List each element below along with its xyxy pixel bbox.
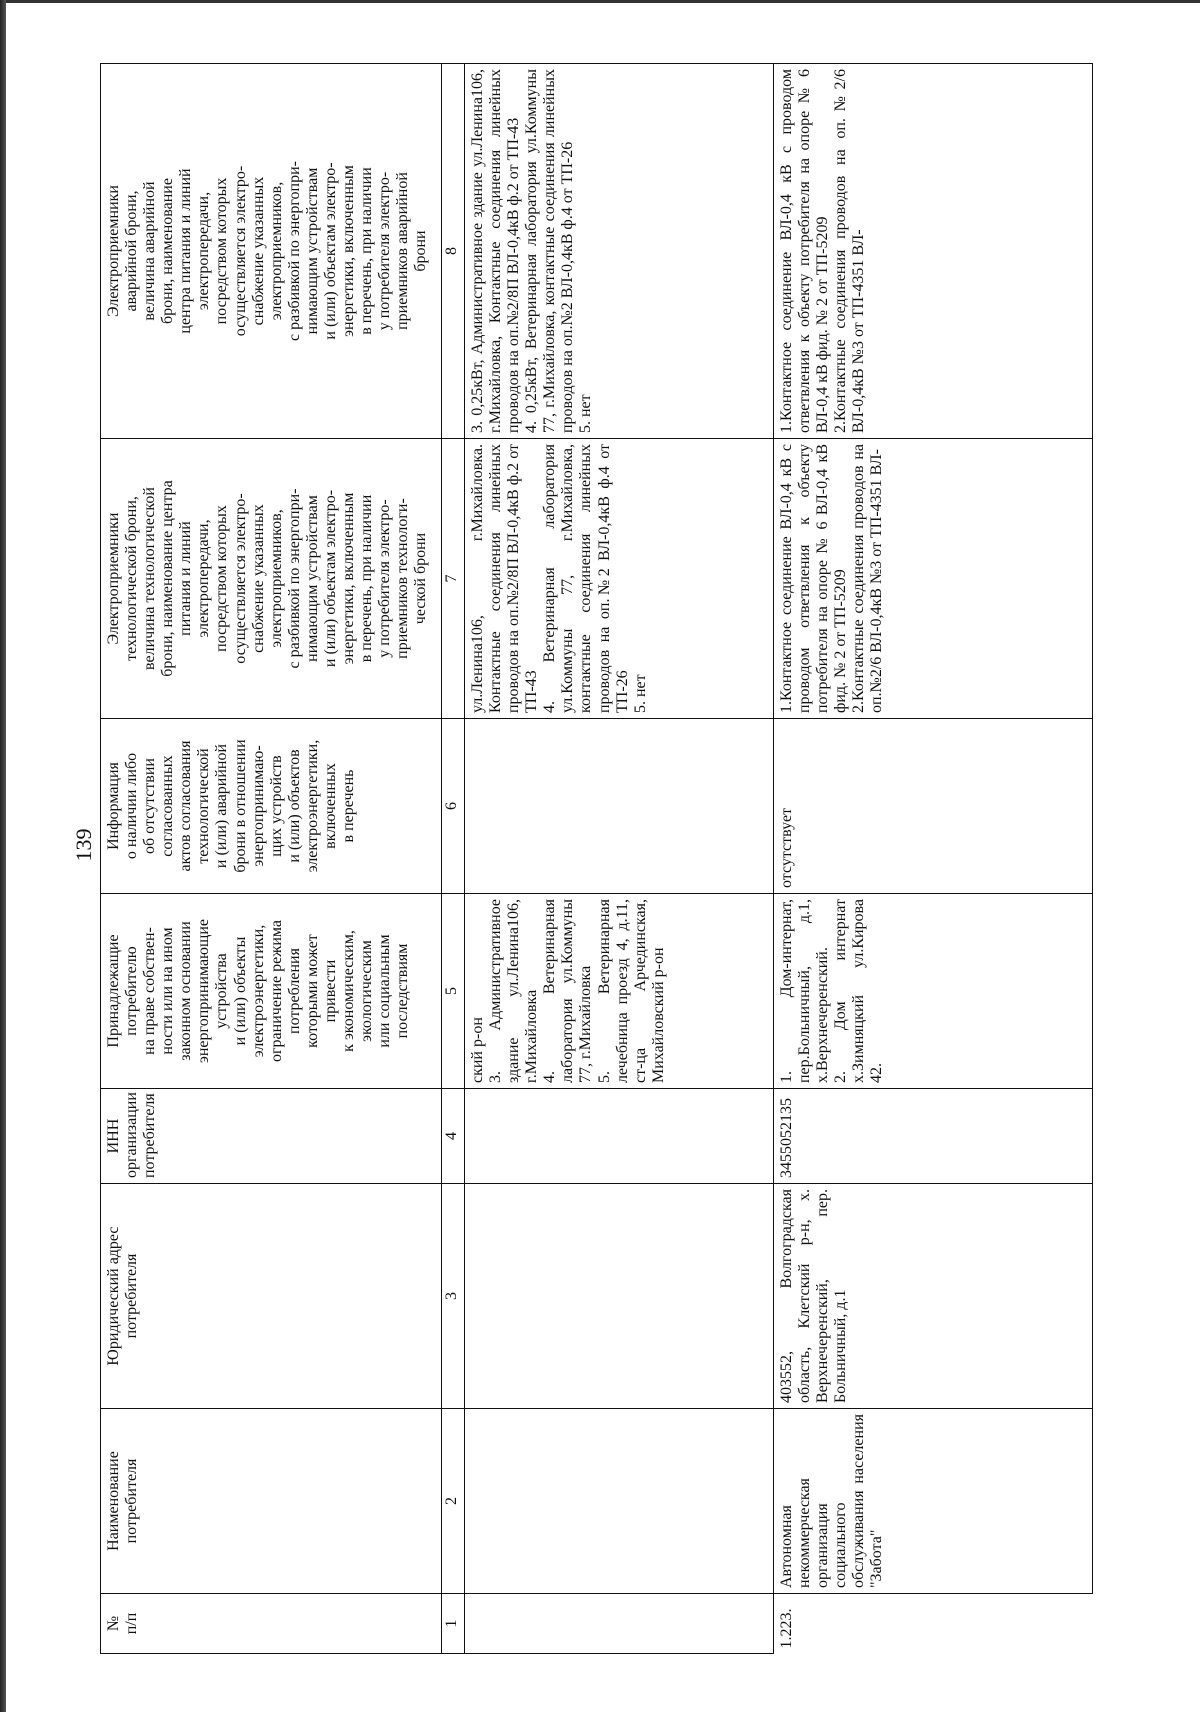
cell-inn: [465, 1089, 774, 1184]
col-header-devices: Принадлежащие потребителю на праве собствен- ности или на ином законном основании энергопринимающие устройства и (или) объекты электроэнергетики, ограничение режима потребления которыми может привести к экономическим, экологическим или социальным последствиям: [101, 894, 442, 1089]
cell-inn: 3455052135: [774, 1089, 1093, 1184]
column-number-row: [442, 64, 465, 1654]
col-number: 7: [442, 439, 465, 719]
col-number: 5: [442, 894, 465, 1089]
col-number: 4: [442, 1089, 465, 1184]
cell-address: [465, 1184, 774, 1409]
col-header-address: Юридический адрес потребителя: [101, 1184, 442, 1409]
cell-name: Автономная некоммерческая организация социального обслуживания населения "Забота": [774, 1409, 1093, 1594]
scan-left-edge: [0, 0, 6, 1712]
header-row: [101, 64, 442, 1654]
cell-devices: ский р-он 3. Административное здание ул.Ленина106, г.Михайловка 4. Ветеринарная лаборатория ул.Коммуны 77, г.Михайловка 5. Ветеринарная лечебница проезд 4, д.11, ст-ца Арчединская, Михайловский р-он: [465, 894, 774, 1089]
col-number: 2: [442, 1409, 465, 1594]
page-number: 139: [71, 828, 96, 862]
col-header-name: Наименование потребителя: [101, 1409, 442, 1594]
cell-agreements: [465, 719, 774, 894]
col-header-tech-reserve: Электроприемники технологической брони, величина технологической брони, наименование центра питания и линий электропередачи, посредством которых осуществляется электро- снабжение указанных электроприемников, с разбивкой по энергопри- нимающим устройствам и (или) объектам электро- энергетики, включенным в перечень, при наличии у потребителя электро- приемников технологи- ческой брони: [101, 439, 442, 719]
col-number: 8: [442, 64, 465, 439]
col-number: 6: [442, 719, 465, 894]
cell-name: [465, 1409, 774, 1594]
table-frame: [100, 64, 1140, 1654]
cell-agreements: отсутствует: [774, 719, 1093, 894]
cell-num: 1.223.: [774, 1594, 1093, 1654]
col-number: 3: [442, 1184, 465, 1409]
col-header-emergency-reserve: Электроприемники аварийной брони, величина аварийной брони, наименование центра питания и линий электропередачи, посредством которых осуществляется электро- снабжение указанных электроприемников, с разбивкой по энергопри- нимающим устройствам и (или) объектам электро- энергетики, включенным в перечень, при наличии у потребителя электро- приемников аварийной брони: [101, 64, 442, 439]
table-row: [774, 64, 1093, 1654]
cell-devices: 1. Дом-интернат, пер.Больничный, д.1, х.Верхнечеренский. 2. Дом интернат х.Зимняцкий ул.Кирова 42.: [774, 894, 1093, 1089]
cell-num: [465, 1594, 774, 1654]
table-row: [465, 64, 774, 1654]
cell-tech-reserve: ул.Ленина106, г.Михайловка. Контактные соединения линейных проводов на оп.№2/8П ВЛ-0,4кВ ф.2 от ТП-43 4. Ветеринарная лаборатория ул.Коммуны 77, г.Михайловка, контактные соединения линейных проводов на оп.№2 ВЛ-0,4кВ ф.4 от ТП-26 5. нет: [465, 439, 774, 719]
col-header-inn: ИНН организации потребителя: [101, 1089, 442, 1184]
col-number: 1: [442, 1594, 465, 1654]
consumer-reserve-table: [100, 63, 1093, 1654]
cell-address: 403552, Волгоградская область, Клетский р-н, х. Верхнечеренский, пер. Больничный, д.1: [774, 1184, 1093, 1409]
col-header-agreements: Информация о наличии либо об отсутствии согласованных актов согласования технологической и (или) аварийной брони в отношении энергопринимаю- щих устройств и (или) объектов электроэнергетики, включенных в перечень: [101, 719, 442, 894]
cell-emergency-reserve: 3. 0,25кВт, Административное здание ул.Ленина106, г.Михайловка, Контактные соединения линейных проводов на оп.№2/8П ВЛ-0,4кВ ф.2 от ТП-43 4. 0,25кВт, Ветеринарная лаборатория ул.Коммуны 77, г.Михайловка, контактные соединения линейных проводов на оп.№2 ВЛ-0,4кВ ф.4 от ТП-26 5. нет: [465, 64, 774, 439]
cell-emergency-reserve: 1.Контактное соединение ВЛ-0,4 кВ с проводом ответвления к объекту потребителя на опоре № 6 ВЛ-0,4 кВ фид. № 2 от ТП-5209 2.Контактные соединения проводов на оп.№2/6 ВЛ-0,4кВ №3 от ТП-4351 ВЛ-: [774, 64, 1093, 439]
cell-tech-reserve: 1.Контактное соединение ВЛ-0,4 кВ с проводом ответвления к объекту потребителя на опоре № 6 ВЛ-0,4 кВ фид. № 2 от ТП-5209 2.Контактные соединения проводов на оп.№2/6 ВЛ-0,4кВ №3 от ТП-4351 ВЛ-: [774, 439, 1093, 719]
scan-top-edge: [0, 0, 1200, 3]
rotated-page-content: [100, 64, 1140, 1654]
col-header-num: № п/п: [101, 1594, 442, 1654]
